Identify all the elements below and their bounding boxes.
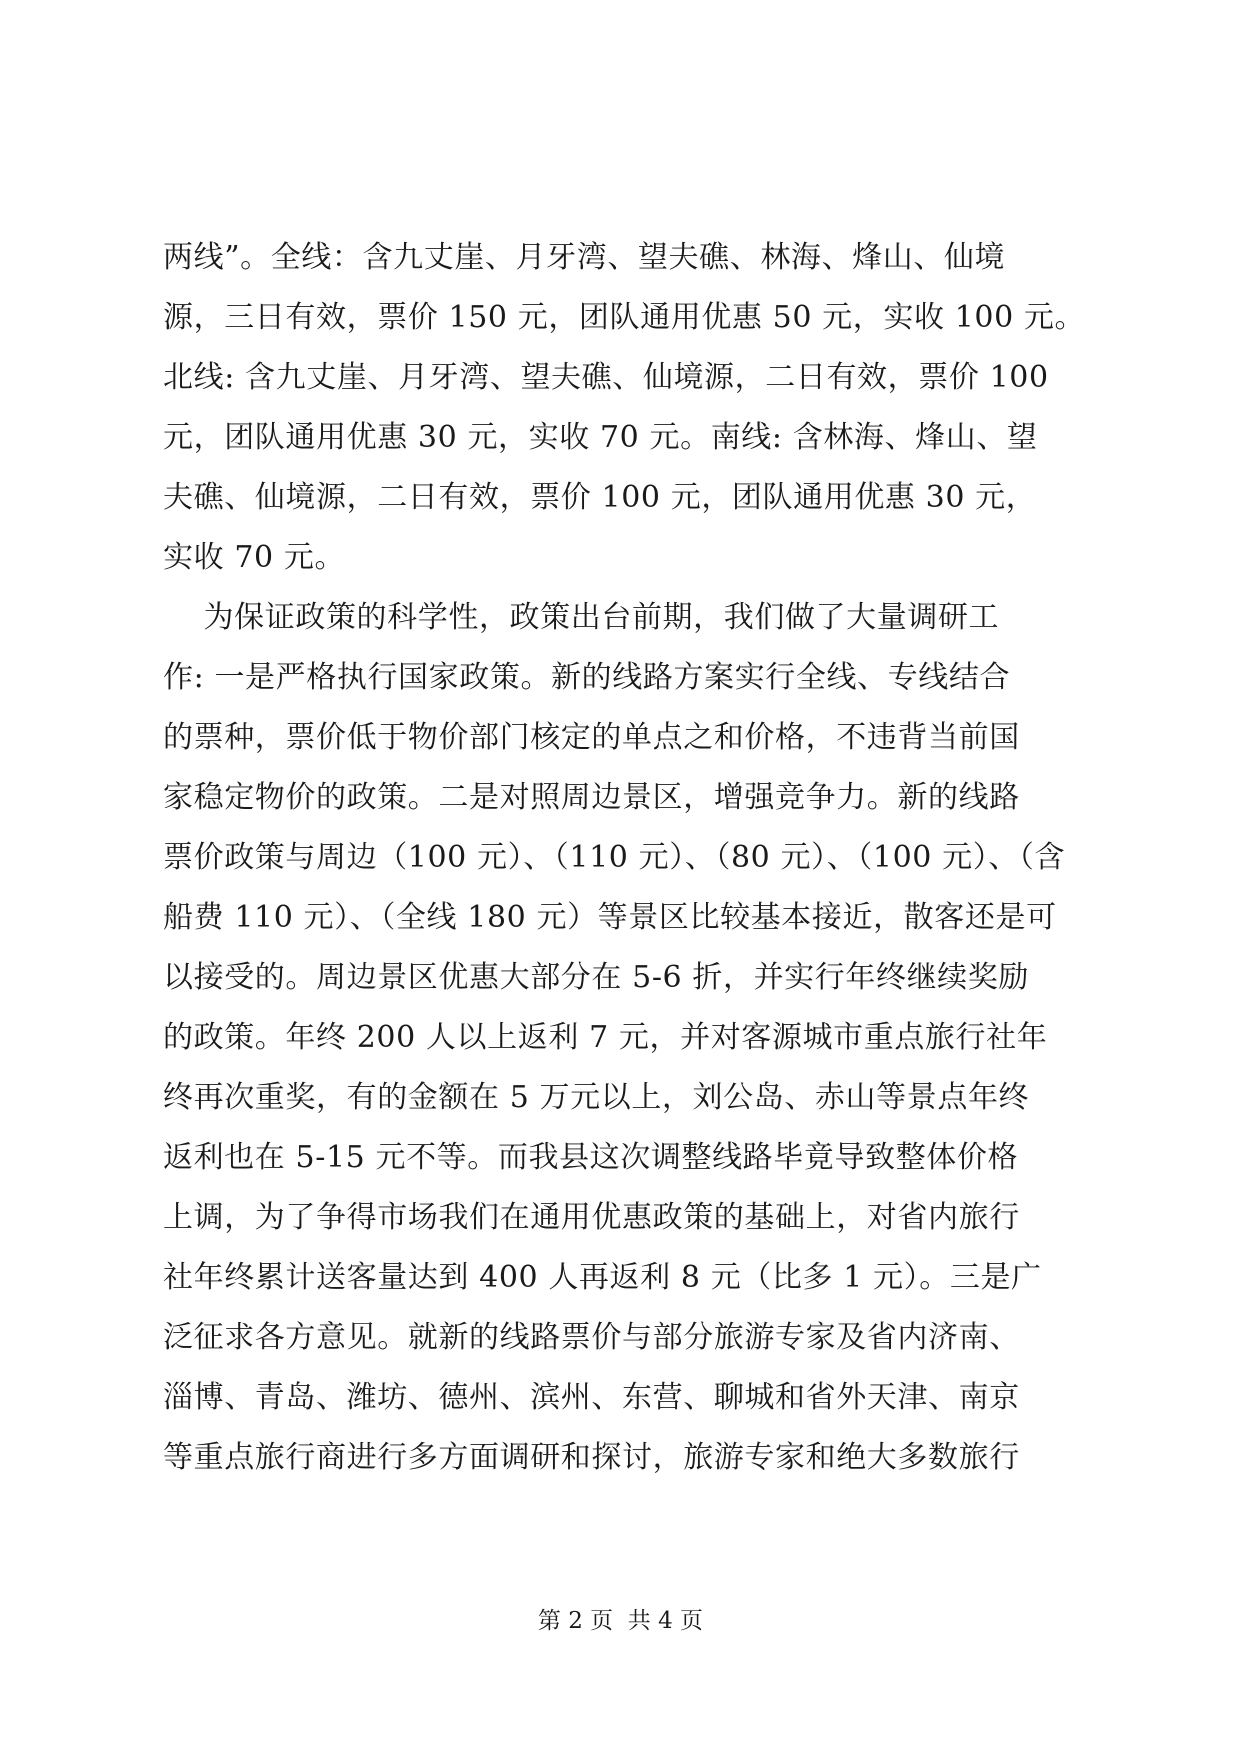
text-line: 等重点旅行商进行多方面调研和探讨，旅游专家和绝大多数旅行 (163, 1440, 1020, 1475)
text-line: 泛征求各方意见。就新的线路票价与部分旅游专家及省内济南、 (163, 1320, 1020, 1355)
text-line: 作: 一是严格执行国家政策。新的线路方案实行全线、专线结合 (163, 660, 1011, 695)
text-line: 家稳定物价的政策。二是对照周边景区，增强竞争力。新的线路 (163, 780, 1020, 815)
text-line: 社年终累计送客量达到 400 人再返利 8 元（比多 1 元）。三是广 (163, 1260, 1042, 1295)
text-line: 的票种，票价低于物价部门核定的单点之和价格，不违背当前国 (163, 720, 1020, 755)
text-line: 两线”。全线：含九丈崖、月牙湾、望夫礁、林海、烽山、仙境 (163, 240, 1006, 275)
text-line: 以接受的。周边景区优惠大部分在 5-6 折，并实行年终继续奖励 (163, 960, 1029, 995)
text-line: 船费 110 元）、（全线 180 元）等景区比较基本接近，散客还是可 (163, 900, 1057, 935)
text-line: 票价政策与周边（100 元）、（110 元）、（80 元）、（100 元）、（含 (163, 840, 1066, 875)
text-line: 夫礁、仙境源，二日有效，票价 100 元，团队通用优惠 30 元， (163, 480, 1037, 515)
page-number-footer: 第 2 页 共 4 页 (537, 1608, 704, 1634)
text-line: 源，三日有效，票价 150 元，团队通用优惠 50 元，实收 100 元。 (163, 300, 1086, 335)
text-line: 淄博、青岛、潍坊、德州、滨州、东营、聊城和省外天津、南京 (163, 1380, 1020, 1415)
text-line: 北线: 含九丈崖、月牙湾、望夫礁、仙境源，二日有效，票价 100 (163, 360, 1049, 395)
text-line: 终再次重奖，有的金额在 5 万元以上，刘公岛、赤山等景点年终 (163, 1080, 1030, 1115)
text-line: 为保证政策的科学性，政策出台前期，我们做了大量调研工 (163, 600, 1000, 635)
text-line: 的政策。年终 200 人以上返利 7 元，并对客源城市重点旅行社年 (163, 1020, 1048, 1055)
text-line: 上调，为了争得市场我们在通用优惠政策的基础上，对省内旅行 (163, 1200, 1020, 1235)
text-line: 返利也在 5-15 元不等。而我县这次调整线路毕竟导致整体价格 (163, 1140, 1019, 1175)
body-text (163, 228, 1103, 1488)
text-line: 实收 70 元。 (163, 540, 346, 575)
text-line: 元，团队通用优惠 30 元，实收 70 元。南线: 含林海、烽山、望 (163, 420, 1038, 455)
